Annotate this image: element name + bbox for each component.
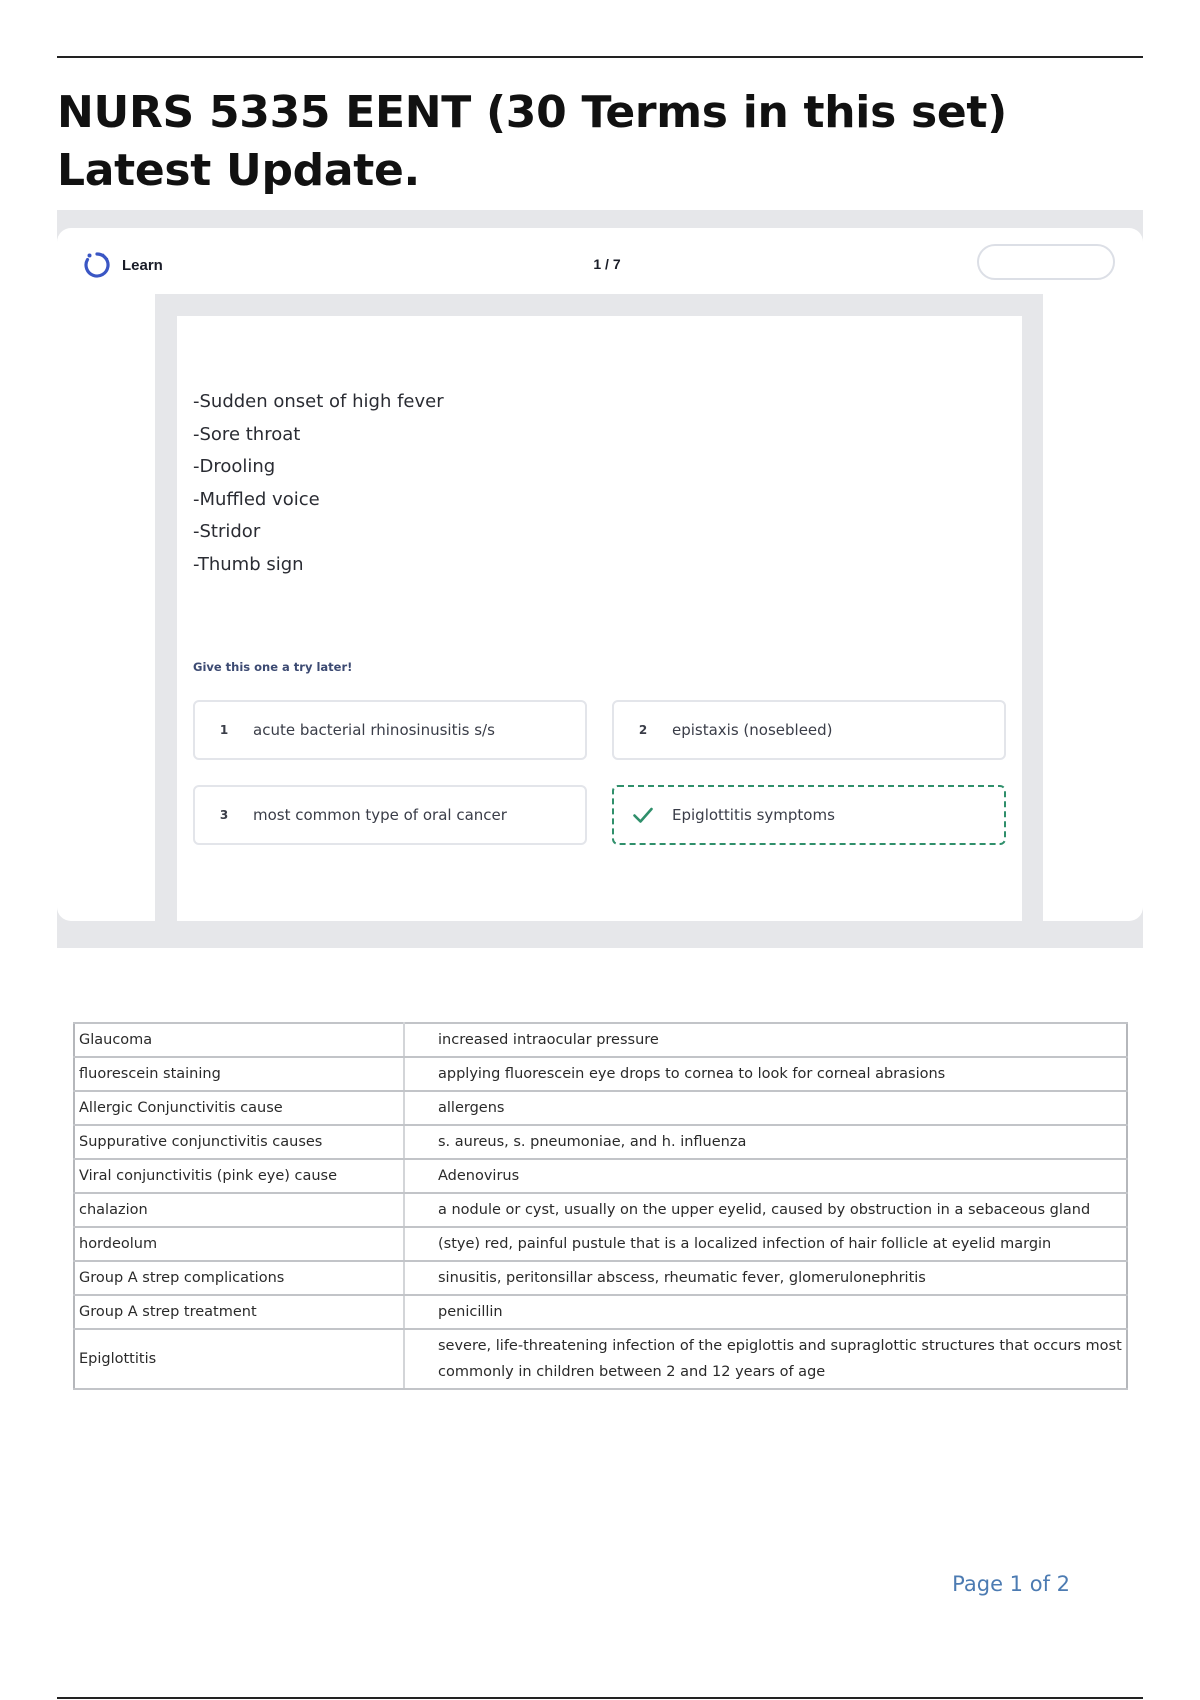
term-cell: Glaucoma [74,1023,404,1057]
definition-cell: severe, life-threatening infection of the epiglottis and supraglottic structures that occurs most commonly in children between 2 and 12 years of age [404,1329,1127,1389]
answer-option-3[interactable] [193,785,587,845]
table-row [74,1329,1127,1389]
prompt-line: -Sudden onset of high fever [193,391,444,412]
option-text: acute bacterial rhinosinusitis s/s [253,721,495,739]
learn-label: Learn [122,256,163,274]
learn-mode-icon [82,250,112,280]
prompt-line: -Drooling [193,456,276,477]
definition-cell: (stye) red, painful pustule that is a localized infection of hair follicle at eyelid margin [404,1227,1127,1261]
table-row [74,1227,1127,1261]
question-card [177,316,1022,921]
definition-cell: sinusitis, peritonsillar abscess, rheumatic fever, glomerulonephritis [404,1261,1127,1295]
definition-cell: applying fluorescein eye drops to cornea to look for corneal abrasions [404,1057,1127,1091]
progress-counter: 1 / 7 [593,256,621,272]
prompt-line: -Thumb sign [193,553,304,575]
prompt-list [193,386,444,581]
page-number: Page 1 of 2 [952,1572,1070,1596]
option-text: most common type of oral cancer [253,806,507,824]
table-row [74,1295,1127,1329]
definition-cell: penicillin [404,1295,1127,1329]
answer-option-correct[interactable] [612,785,1006,845]
term-cell: Group A strep complications [74,1261,404,1295]
bottom-divider [57,1697,1143,1699]
options-pill-button[interactable] [977,244,1115,280]
option-text: epistaxis (nosebleed) [672,721,833,739]
definition-cell: s. aureus, s. pneumoniae, and h. influenza [404,1125,1127,1159]
prompt-line: -Sore throat [193,423,301,445]
term-cell: Group A strep treatment [74,1295,404,1329]
table-row [74,1023,1127,1057]
table-row [74,1057,1127,1091]
term-cell: Viral conjunctivitis (pink eye) cause [74,1159,404,1193]
term-cell: Allergic Conjunctivitis cause [74,1091,404,1125]
term-cell: Suppurative conjunctivitis causes [74,1125,404,1159]
try-later-hint: Give this one a try later! [193,660,353,674]
checkmark-icon [614,803,672,827]
document-title: NURS 5335 EENT (30 Terms in this set) Latest Update. [57,87,1007,196]
definition-cell: Adenovirus [404,1159,1127,1193]
top-divider [57,56,1143,58]
learn-screenshot [57,210,1143,948]
term-cell: fluorescein staining [74,1057,404,1091]
learn-card [57,228,1143,921]
definition-cell: allergens [404,1091,1127,1125]
term-cell: hordeolum [74,1227,404,1261]
table-row [74,1091,1127,1125]
term-cell: chalazion [74,1193,404,1227]
option-number: 2 [638,723,648,737]
option-number: 1 [219,723,229,737]
prompt-line: -Stridor [193,521,261,542]
definition-cell: increased intraocular pressure [404,1023,1127,1057]
prompt-line: -Muffled voice [193,488,320,510]
option-number: 3 [219,808,229,822]
learn-header[interactable] [82,248,163,282]
table-row [74,1193,1127,1227]
table-row [74,1125,1127,1159]
definition-cell: a nodule or cyst, usually on the upper eyelid, caused by obstruction in a sebaceous gland [404,1193,1127,1227]
answer-option-2[interactable] [612,700,1006,760]
terms-table [73,1022,1128,1390]
option-text: Epiglottitis symptoms [672,806,835,824]
table-row [74,1261,1127,1295]
answer-option-1[interactable] [193,700,587,760]
table-row [74,1159,1127,1193]
term-cell: Epiglottitis [74,1329,404,1389]
